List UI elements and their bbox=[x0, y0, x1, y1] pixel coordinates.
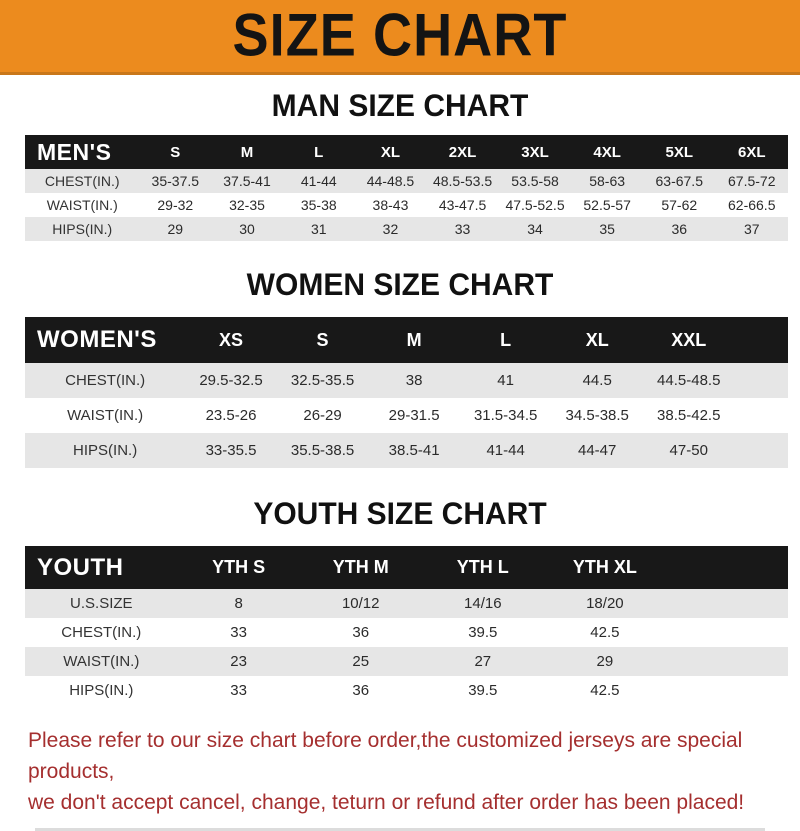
size-cell: YTH XL bbox=[572, 557, 637, 577]
value-cell: 43-47.5 bbox=[438, 197, 487, 213]
row-label: HIPS(IN.) bbox=[52, 221, 113, 237]
value-cell: 35 bbox=[599, 221, 615, 237]
value-cell: 35-38 bbox=[300, 197, 337, 213]
youth-section-heading: YOUTH SIZE CHART bbox=[253, 496, 547, 532]
value-cell: 63-67.5 bbox=[655, 173, 703, 189]
value-cell: 31 bbox=[310, 221, 327, 237]
banner-title: SIZE CHART bbox=[232, 2, 568, 70]
value-cell: 27 bbox=[474, 653, 492, 670]
value-cell: 8 bbox=[234, 595, 243, 612]
spacer-cell bbox=[735, 398, 788, 433]
women-waist-row bbox=[25, 398, 788, 433]
row-label: CHEST(IN.) bbox=[61, 624, 142, 641]
value-cell: 29-31.5 bbox=[388, 407, 440, 424]
value-cell: 23 bbox=[230, 653, 247, 670]
value-cell: 38.5-42.5 bbox=[657, 407, 721, 424]
value-cell: 29-32 bbox=[157, 197, 194, 213]
spacer-cell bbox=[735, 363, 788, 398]
value-cell: 42.5 bbox=[590, 682, 620, 699]
size-cell: XL bbox=[380, 143, 401, 161]
size-cell: 6XL bbox=[737, 143, 766, 161]
men-size-table bbox=[25, 135, 788, 241]
value-cell: 34.5-38.5 bbox=[565, 407, 629, 424]
spacer-cell bbox=[666, 676, 788, 705]
row-label: CHEST(IN.) bbox=[65, 372, 146, 389]
value-cell: 52.5-57 bbox=[583, 197, 631, 213]
men-hips-row bbox=[25, 217, 788, 241]
value-cell: 44.5 bbox=[582, 372, 612, 389]
size-cell: YTH S bbox=[212, 557, 266, 577]
value-cell: 44-47 bbox=[578, 442, 617, 459]
value-cell: 33 bbox=[454, 221, 471, 237]
size-cell: L bbox=[314, 143, 324, 161]
value-cell: 41 bbox=[497, 372, 514, 389]
value-cell: 36 bbox=[352, 624, 370, 641]
row-label: WAIST(IN.) bbox=[67, 407, 144, 424]
value-cell: 36 bbox=[352, 682, 370, 699]
size-cell: 5XL bbox=[665, 143, 693, 161]
row-label: WAIST(IN.) bbox=[46, 197, 118, 213]
value-cell: 53.5-58 bbox=[511, 173, 559, 189]
value-cell: 37.5-41 bbox=[223, 173, 271, 189]
men-section-heading: MAN SIZE CHART bbox=[271, 88, 529, 124]
spacer-cell bbox=[735, 317, 788, 363]
value-cell: 14/16 bbox=[464, 595, 502, 612]
youth-chest-row bbox=[25, 618, 788, 647]
value-cell: 32 bbox=[382, 221, 399, 237]
value-cell: 32.5-35.5 bbox=[290, 372, 355, 389]
size-cell: L bbox=[500, 329, 512, 350]
value-cell: 48.5-53.5 bbox=[432, 173, 493, 189]
size-cell: M bbox=[406, 329, 422, 350]
youth-ussize-row bbox=[25, 589, 788, 618]
youth-header-row bbox=[25, 546, 788, 589]
value-cell: 44-48.5 bbox=[366, 173, 415, 189]
size-cell: 4XL bbox=[593, 143, 621, 161]
size-cell: YTH M bbox=[332, 557, 389, 577]
value-cell: 35.5-38.5 bbox=[290, 442, 355, 459]
women-chest-row bbox=[25, 363, 788, 398]
women-header-row bbox=[25, 317, 788, 363]
youth-table-label: YOUTH bbox=[37, 553, 124, 581]
women-section-heading: WOMEN SIZE CHART bbox=[246, 267, 554, 303]
size-cell: XXL bbox=[671, 329, 707, 350]
row-label: WAIST(IN.) bbox=[63, 653, 140, 670]
value-cell: 33 bbox=[230, 624, 247, 641]
value-cell: 32-35 bbox=[229, 197, 265, 213]
value-cell: 42.5 bbox=[590, 624, 620, 641]
men-header-row bbox=[25, 135, 788, 169]
men-table-label: MEN'S bbox=[37, 138, 112, 165]
value-cell: 57-62 bbox=[661, 197, 698, 213]
size-cell: XS bbox=[219, 329, 244, 350]
row-label: HIPS(IN.) bbox=[69, 682, 134, 699]
value-cell: 41-44 bbox=[486, 442, 525, 459]
row-label: CHEST(IN.) bbox=[44, 173, 120, 189]
value-cell: 33 bbox=[230, 682, 247, 699]
value-cell: 67.5-72 bbox=[728, 173, 776, 189]
value-cell: 39.5 bbox=[468, 682, 498, 699]
size-cell: 3XL bbox=[521, 143, 549, 161]
value-cell: 47-50 bbox=[669, 442, 708, 459]
value-cell: 62-66.5 bbox=[728, 197, 776, 213]
value-cell: 39.5 bbox=[468, 624, 498, 641]
youth-waist-row bbox=[25, 647, 788, 676]
value-cell: 38-43 bbox=[372, 197, 409, 213]
youth-size-table bbox=[25, 546, 788, 705]
row-label: HIPS(IN.) bbox=[73, 442, 138, 459]
row-label: U.S.SIZE bbox=[70, 595, 133, 612]
value-cell: 23.5-26 bbox=[205, 407, 257, 424]
size-chart-banner bbox=[0, 0, 800, 75]
footer-line-2: we don't accept cancel, change, teturn or refund after order has been placed! bbox=[28, 791, 745, 814]
size-cell: XL bbox=[585, 329, 609, 350]
value-cell: 33-35.5 bbox=[205, 442, 257, 459]
value-cell: 38.5-41 bbox=[388, 442, 440, 459]
men-waist-row bbox=[25, 193, 788, 217]
value-cell: 18/20 bbox=[586, 595, 624, 612]
value-cell: 34 bbox=[527, 221, 543, 237]
value-cell: 35-37.5 bbox=[151, 173, 200, 189]
size-cell: 2XL bbox=[448, 143, 477, 161]
value-cell: 44.5-48.5 bbox=[657, 372, 721, 389]
youth-hips-row bbox=[25, 676, 788, 705]
footer-line-1: Please refer to our size chart before order,the customized jerseys are special products, bbox=[28, 729, 743, 783]
value-cell: 38 bbox=[405, 372, 423, 389]
spacer-cell bbox=[666, 647, 788, 676]
value-cell: 41-44 bbox=[300, 173, 337, 189]
men-chest-row bbox=[25, 169, 788, 193]
value-cell: 36 bbox=[671, 221, 688, 237]
spacer-cell bbox=[735, 433, 788, 468]
footer-disclaimer bbox=[28, 725, 772, 818]
value-cell: 25 bbox=[352, 653, 370, 670]
value-cell: 58-63 bbox=[589, 173, 626, 189]
value-cell: 10/12 bbox=[341, 595, 380, 612]
spacer-cell bbox=[666, 546, 788, 589]
value-cell: 29.5-32.5 bbox=[199, 372, 263, 389]
women-size-table bbox=[25, 317, 788, 468]
size-cell: M bbox=[240, 143, 254, 161]
size-cell: S bbox=[170, 143, 181, 161]
value-cell: 37 bbox=[743, 221, 760, 237]
size-cell: S bbox=[316, 329, 329, 350]
spacer-cell bbox=[666, 589, 788, 618]
value-cell: 29 bbox=[167, 221, 184, 237]
value-cell: 47.5-52.5 bbox=[505, 197, 565, 213]
value-cell: 26-29 bbox=[303, 407, 342, 424]
women-hips-row bbox=[25, 433, 788, 468]
value-cell: 30 bbox=[239, 221, 255, 237]
women-table-label: WOMEN'S bbox=[37, 326, 157, 353]
value-cell: 29 bbox=[596, 653, 614, 670]
spacer-cell bbox=[666, 618, 788, 647]
value-cell: 31.5-34.5 bbox=[473, 407, 538, 424]
size-cell: YTH L bbox=[456, 557, 509, 577]
